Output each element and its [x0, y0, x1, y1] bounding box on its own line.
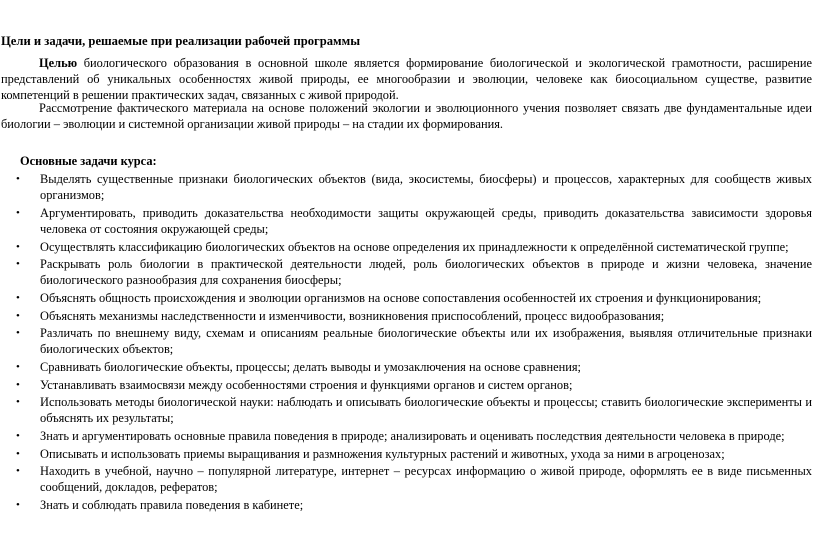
task-item: [0, 359, 812, 375]
task-item: [0, 308, 812, 324]
task-text: Аргументировать, приводить доказательства необходимости защиты окружающей среды, приводить доказательства зависимости здоровья человека от состояния окружающей среды;: [40, 205, 812, 236]
goal-paragraph: [1, 55, 812, 104]
task-item: [0, 497, 812, 513]
bullet-icon: •: [16, 396, 20, 409]
bullet-icon: •: [16, 498, 20, 511]
task-item: [0, 239, 812, 255]
task-item: [0, 290, 812, 306]
task-text: Использовать методы биологической науки: наблюдать и описывать биологические объекты и процессы; ставить биологические эксперименты и объяснять их результаты;: [40, 395, 812, 426]
document-title: Цели и задачи, решаемые при реализации рабочей программы: [1, 34, 361, 48]
task-text: Осуществлять классификацию биологических объектов на основе определения их принадлежности к определённой систематической группе;: [40, 239, 789, 254]
task-item: [0, 256, 812, 288]
bullet-icon: •: [16, 291, 20, 304]
task-item: [0, 394, 812, 426]
task-text: Раскрывать роль биологии в практической деятельности людей, роль биологических объектов в природе и жизни человека, значение биологического разнообразия для сохранения биосферы;: [40, 257, 812, 288]
bullet-icon: •: [16, 309, 20, 322]
task-text: Находить в учебной, научно – популярной литературе, интернет – ресурсах информацию о живой природе, оформлять ее в виде письменных сообщений, докладов, рефератов;: [40, 464, 812, 495]
goal-lead-word: Целью: [39, 56, 78, 70]
tasks-heading: Основные задачи курса:: [20, 154, 157, 168]
task-item: [0, 205, 812, 237]
bullet-icon: •: [16, 206, 20, 219]
task-text: Выделять существенные признаки биологических объектов (вида, экосистемы, биосферы) и процессов, характерных для сообществ живых организмов;: [40, 172, 812, 203]
task-text: Объяснять общность происхождения и эволюции организмов на основе сопоставления особенностей их строения и функционирования;: [40, 290, 762, 305]
bullet-icon: •: [16, 240, 20, 253]
task-item: [0, 463, 812, 495]
evolution-paragraph: [1, 100, 812, 132]
bullet-icon: •: [16, 447, 20, 460]
task-item: [0, 446, 812, 462]
task-item: [0, 377, 812, 393]
task-text: Знать и соблюдать правила поведения в кабинете;: [40, 497, 304, 512]
task-text: Различать по внешнему виду, схемам и описаниям реальные биологические объекты или их изображения, выявляя отличительные признаки биологических объектов;: [40, 326, 812, 357]
task-item: [0, 171, 812, 203]
bullet-icon: •: [16, 429, 20, 442]
task-text: Описывать и использовать приемы выращивания и размножения культурных растений и животных, ухода за ними в агроценозах;: [40, 446, 725, 461]
bullet-icon: •: [16, 327, 20, 340]
goal-text: биологического образования в основной школе является формирование биологической и экологической грамотности, расширение представлений об уникальных особенностях живой природы, ее многообразии и эволюции, человеке как биосоциальном существе, развитие компетенций в решении практических задач, связанных с живой природой.: [1, 56, 812, 103]
task-item: [0, 428, 812, 444]
bullet-icon: •: [16, 378, 20, 391]
bullet-icon: •: [16, 465, 20, 478]
evolution-text: Рассмотрение фактического материала на основе положений экологии и эволюционного учения позволяет связать две фундаментальные идеи биологии – эволюции и системной организации живой природы – на стадии их формирования.: [1, 101, 812, 132]
bullet-icon: •: [16, 173, 20, 185]
task-text: Объяснять механизмы наследственности и изменчивости, возникновения приспособлений, процесс видообразования;: [40, 308, 665, 323]
task-text: Устанавливать взаимосвязи между особенностями строения и функциями органов и систем органов;: [40, 377, 573, 392]
bullet-icon: •: [16, 258, 20, 271]
task-text: Знать и аргументировать основные правила поведения в природе; анализировать и оценивать последствия деятельности человека в природе;: [40, 428, 785, 443]
tasks-list: [0, 171, 816, 515]
task-item: [0, 325, 812, 357]
bullet-icon: •: [16, 360, 20, 373]
task-text: Сравнивать биологические объекты, процессы; делать выводы и умозаключения на основе сравнения;: [40, 359, 581, 374]
